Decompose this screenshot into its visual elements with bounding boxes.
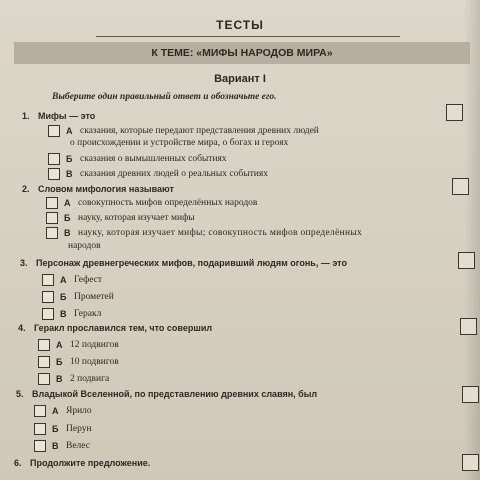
option-1c[interactable] xyxy=(48,168,268,180)
answer-box-6[interactable] xyxy=(462,454,479,471)
question-5 xyxy=(16,389,317,399)
option-4a[interactable] xyxy=(38,339,119,351)
option-checkbox[interactable] xyxy=(38,373,50,385)
option-letter: А xyxy=(60,275,67,285)
option-5b[interactable] xyxy=(34,423,92,435)
option-3a[interactable] xyxy=(42,274,102,286)
option-letter: Б xyxy=(64,213,71,223)
option-checkbox[interactable] xyxy=(46,227,58,239)
option-checkbox[interactable] xyxy=(42,308,54,320)
option-2b[interactable] xyxy=(46,212,195,224)
question-number: 6. xyxy=(14,458,22,468)
question-text: Владыкой Вселенной, по представлению древних славян, был xyxy=(32,389,318,399)
option-checkbox[interactable] xyxy=(42,274,54,286)
option-4b[interactable] xyxy=(38,356,119,368)
question-number: 5. xyxy=(16,389,24,399)
option-1b[interactable] xyxy=(48,153,227,165)
option-checkbox[interactable] xyxy=(34,405,46,417)
option-letter: Б xyxy=(66,154,73,164)
option-text: совокупность мифов определённых народов xyxy=(78,198,258,208)
option-letter: Б xyxy=(60,292,67,302)
question-number: 4. xyxy=(18,323,26,333)
option-3b[interactable] xyxy=(42,291,114,303)
question-3 xyxy=(20,258,347,268)
option-letter: А xyxy=(66,126,73,136)
option-checkbox[interactable] xyxy=(48,125,60,137)
option-text: Перун xyxy=(66,424,92,434)
option-letter: В xyxy=(56,374,63,384)
option-text: Гефест xyxy=(74,275,103,285)
option-checkbox[interactable] xyxy=(46,212,58,224)
option-5a[interactable] xyxy=(34,405,92,417)
question-number: 2. xyxy=(22,184,30,194)
answer-box-4[interactable] xyxy=(460,318,477,335)
option-checkbox[interactable] xyxy=(46,197,58,209)
option-letter: А xyxy=(52,406,59,416)
option-letter: А xyxy=(64,198,71,208)
option-text: 12 подвигов xyxy=(70,340,119,350)
option-text: Геракл xyxy=(74,309,102,319)
option-text: сказания о вымышленных событиях xyxy=(80,154,227,164)
option-3c[interactable] xyxy=(42,308,101,320)
question-6 xyxy=(14,458,150,468)
option-text: науку, которая изучает мифы; совокупность мифов определённых xyxy=(78,228,363,238)
option-checkbox[interactable] xyxy=(34,423,46,435)
option-checkbox[interactable] xyxy=(42,291,54,303)
header-divider xyxy=(96,36,400,37)
answer-box-1[interactable] xyxy=(446,104,463,121)
section-title: ТЕСТЫ xyxy=(216,18,264,32)
answer-box-3[interactable] xyxy=(458,252,475,269)
option-checkbox[interactable] xyxy=(38,339,50,351)
option-text: науку, которая изучает мифы xyxy=(78,213,195,223)
variant-title: Вариант I xyxy=(214,73,266,85)
option-2a[interactable] xyxy=(46,197,257,209)
option-text: Велес xyxy=(66,441,90,451)
page-edge-shadow xyxy=(464,0,480,480)
question-text: Персонаж древнегреческих мифов, подаривший людям огонь, — это xyxy=(36,258,347,268)
topic-banner xyxy=(14,42,470,64)
option-1a[interactable] xyxy=(48,125,319,137)
question-text: Словом мифология называют xyxy=(38,184,174,194)
option-5c[interactable] xyxy=(34,440,90,452)
option-checkbox[interactable] xyxy=(48,168,60,180)
answer-box-2[interactable] xyxy=(452,178,469,195)
option-text: сказания, которые передают представления древних людей xyxy=(80,126,319,136)
option-2c-continuation: народов xyxy=(68,241,101,251)
question-text: Геракл прославился тем, что совершил xyxy=(34,323,213,333)
option-letter: В xyxy=(64,228,71,238)
answer-box-5[interactable] xyxy=(462,386,479,403)
option-text: сказания древних людей о реальных событиях xyxy=(80,169,268,179)
option-checkbox[interactable] xyxy=(38,356,50,368)
option-letter: А xyxy=(56,340,63,350)
question-text: Мифы — это xyxy=(38,111,96,121)
instruction-text: Выберите один правильный ответ и обозначьте его. xyxy=(52,92,277,102)
option-letter: В xyxy=(52,441,59,451)
option-text: 2 подвига xyxy=(70,374,110,384)
question-1 xyxy=(22,111,95,121)
option-text: Ярило xyxy=(66,406,92,416)
option-2c[interactable] xyxy=(46,227,362,239)
question-4 xyxy=(18,323,212,333)
option-4c[interactable] xyxy=(38,373,109,385)
option-letter: В xyxy=(66,169,73,179)
option-checkbox[interactable] xyxy=(34,440,46,452)
question-text: Продолжите предложение. xyxy=(30,458,151,468)
question-number: 1. xyxy=(22,111,30,121)
option-text: 10 подвигов xyxy=(70,357,119,367)
question-2 xyxy=(22,184,174,194)
question-number: 3. xyxy=(20,258,28,268)
topic-title: К ТЕМЕ: «МИФЫ НАРОДОВ МИРА» xyxy=(151,47,333,59)
option-1a-continuation: о происхождении и устройстве мира, о богах и героях xyxy=(70,138,289,148)
option-letter: Б xyxy=(56,357,63,367)
option-letter: Б xyxy=(52,424,59,434)
option-checkbox[interactable] xyxy=(48,153,60,165)
option-letter: В xyxy=(60,309,67,319)
option-text: Прометей xyxy=(74,292,114,302)
